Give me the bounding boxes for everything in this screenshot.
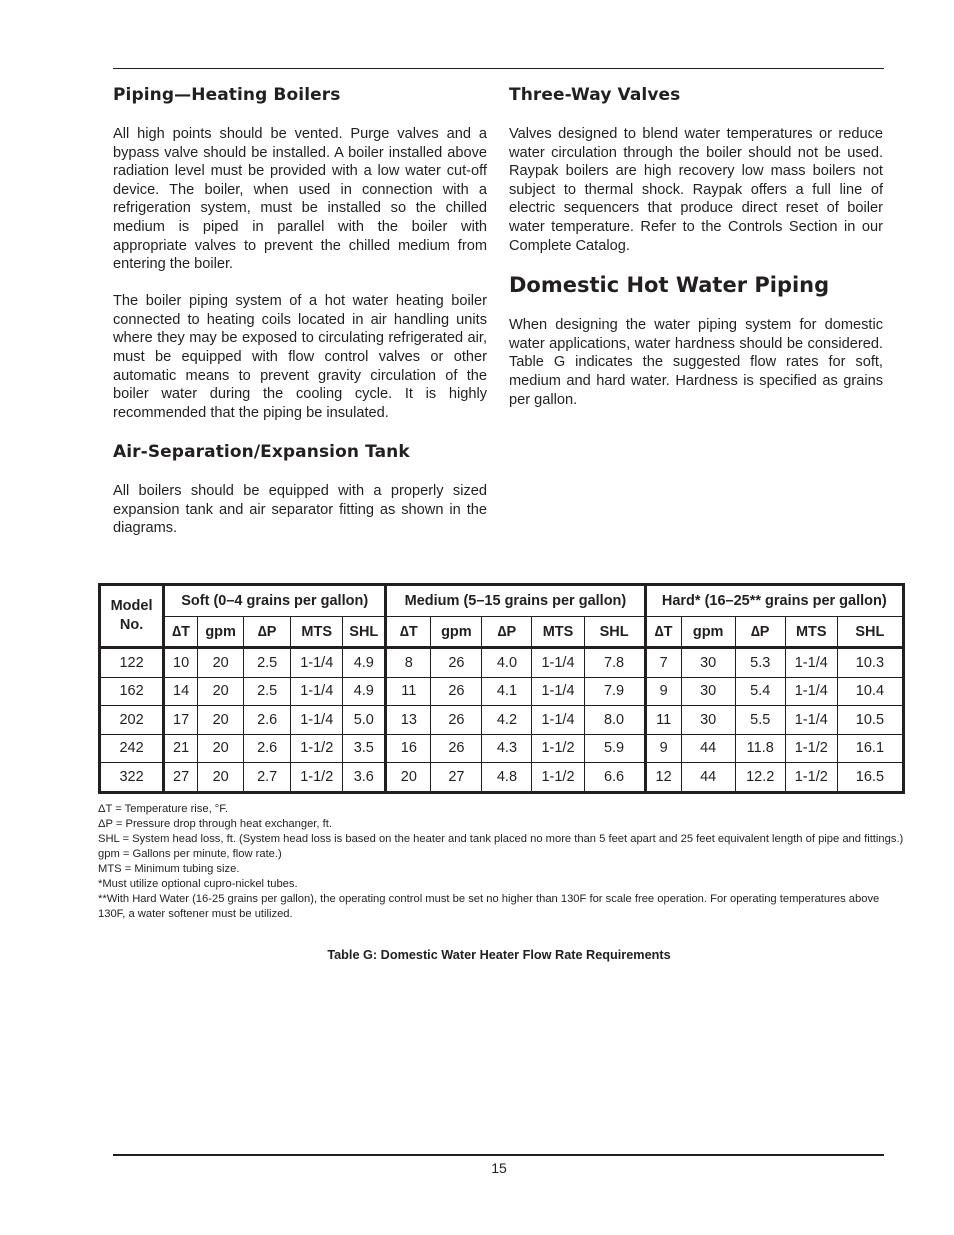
table-cell: 2.6 bbox=[244, 706, 291, 735]
table-caption: Table G: Domestic Water Heater Flow Rate Requirements bbox=[327, 948, 671, 962]
table-cell: 17 bbox=[164, 706, 198, 735]
medium-mts-header: MTS bbox=[532, 617, 584, 648]
table-cell: 4.9 bbox=[343, 648, 386, 678]
air-separation-paragraph: All boilers should be equipped with a properly sized expansion tank and air separator fitting as shown in the diagrams. bbox=[113, 482, 487, 537]
table-row bbox=[100, 763, 904, 793]
medium-dp-header: ∆P bbox=[482, 617, 532, 648]
soft-mts-header: MTS bbox=[291, 617, 343, 648]
table-cell: 9 bbox=[645, 677, 681, 706]
note-delta-t: ΔT = Temperature rise, °F. bbox=[98, 803, 228, 815]
table-cell: 27 bbox=[164, 763, 198, 793]
table-cell: 16.1 bbox=[837, 734, 903, 763]
table-cell: 20 bbox=[198, 734, 244, 763]
medium-shl-header: SHL bbox=[584, 617, 645, 648]
table-cell: 1-1/4 bbox=[532, 677, 584, 706]
piping-heading: Piping—Heating Boilers bbox=[113, 85, 341, 105]
soft-shl-header: SHL bbox=[343, 617, 386, 648]
table-cell: 1-1/4 bbox=[785, 677, 837, 706]
note-hard-water: **With Hard Water (16-25 grains per gallon), the operating control must be set no higher than 130F for scale free operation. For operating temperatures above 130F, a water softener must be utilized. bbox=[98, 893, 880, 920]
note-delta-p: ΔP = Pressure drop through heat exchanger, ft. bbox=[98, 818, 332, 830]
table-cell: 4.1 bbox=[482, 677, 532, 706]
three-way-valves-paragraph: Valves designed to blend water temperatures or reduce water circulation through the boiler should not be used. Raypak boilers are high recovery low mass boilers not subject to thermal shock. Raypak offers a full line of electric sequencers that produce direct reset of boiler water temperature. Refer to the Controls Section in our Complete Catalog. bbox=[509, 126, 883, 254]
flow-rate-table bbox=[98, 583, 905, 794]
soft-group-header: Soft (0–4 grains per gallon) bbox=[164, 585, 386, 617]
air-separation-heading: Air-Separation/Expansion Tank bbox=[113, 441, 410, 462]
table-cell: 5.9 bbox=[584, 734, 645, 763]
table-cell: 1-1/2 bbox=[532, 763, 584, 793]
hard-shl-header: SHL bbox=[837, 617, 903, 648]
table-cell: 1-1/2 bbox=[785, 763, 837, 793]
medium-dt-header: ∆T bbox=[386, 617, 431, 648]
soft-dp-header: ∆P bbox=[244, 617, 291, 648]
table-row bbox=[100, 706, 904, 735]
note-gpm: gpm = Gallons per minute, flow rate.) bbox=[98, 848, 282, 860]
table-cell: 14 bbox=[164, 677, 198, 706]
table-cell: 21 bbox=[164, 734, 198, 763]
hard-dt-header: ∆T bbox=[645, 617, 681, 648]
right-column bbox=[509, 84, 883, 409]
table-row bbox=[100, 677, 904, 706]
piping-paragraph-2: The boiler piping system of a hot water heating boiler connected to heating coils located in air handling units where they may be exposed to circulating refrigerated air, must be equipped with flow control valves or other automatic means to prevent gravity circulation of the boiler water during the cooling cycle. It is highly recommended that the piping be insulated. bbox=[113, 293, 487, 421]
table-cell: 44 bbox=[681, 763, 735, 793]
table-cell: 20 bbox=[198, 763, 244, 793]
table-cell: 4.0 bbox=[482, 648, 532, 678]
table-cell: 16.5 bbox=[837, 763, 903, 793]
soft-gpm-header: gpm bbox=[198, 617, 244, 648]
table-cell: 7 bbox=[645, 648, 681, 678]
table-cell: 26 bbox=[431, 734, 482, 763]
table-cell: 11.8 bbox=[735, 734, 785, 763]
table-cell: 20 bbox=[198, 677, 244, 706]
table-cell: 8 bbox=[386, 648, 431, 678]
table-row bbox=[100, 734, 904, 763]
table-cell: 1-1/2 bbox=[532, 734, 584, 763]
model-cell: 162 bbox=[100, 677, 164, 706]
table-cell: 10.4 bbox=[837, 677, 903, 706]
table-subheader-row bbox=[100, 617, 904, 648]
table-cell: 1-1/4 bbox=[785, 706, 837, 735]
hard-group-header: Hard* (16–25** grains per gallon) bbox=[645, 585, 903, 617]
table-cell: 2.5 bbox=[244, 648, 291, 678]
table-cell: 20 bbox=[198, 648, 244, 678]
table-body bbox=[100, 648, 904, 793]
table-cell: 11 bbox=[645, 706, 681, 735]
table-cell: 4.8 bbox=[482, 763, 532, 793]
table-cell: 8.0 bbox=[584, 706, 645, 735]
table-cell: 6.6 bbox=[584, 763, 645, 793]
domestic-hot-water-heading: Domestic Hot Water Piping bbox=[509, 273, 830, 298]
table-cell: 4.2 bbox=[482, 706, 532, 735]
model-header: Model No. bbox=[100, 585, 164, 648]
table-cell: 5.3 bbox=[735, 648, 785, 678]
table-cell: 4.3 bbox=[482, 734, 532, 763]
table-cell: 1-1/4 bbox=[291, 706, 343, 735]
table-cell: 26 bbox=[431, 648, 482, 678]
table-cell: 1-1/4 bbox=[291, 677, 343, 706]
soft-dt-header: ∆T bbox=[164, 617, 198, 648]
table-cell: 5.4 bbox=[735, 677, 785, 706]
table-notes bbox=[98, 802, 908, 922]
table-cell: 2.7 bbox=[244, 763, 291, 793]
medium-gpm-header: gpm bbox=[431, 617, 482, 648]
table-cell: 30 bbox=[681, 648, 735, 678]
left-column bbox=[113, 84, 487, 538]
table-cell: 12.2 bbox=[735, 763, 785, 793]
table-cell: 30 bbox=[681, 677, 735, 706]
top-rule bbox=[113, 68, 884, 69]
table-cell: 44 bbox=[681, 734, 735, 763]
table-cell: 26 bbox=[431, 677, 482, 706]
table-cell: 3.5 bbox=[343, 734, 386, 763]
table-cell: 10.3 bbox=[837, 648, 903, 678]
table-cell: 11 bbox=[386, 677, 431, 706]
medium-group-header: Medium (5–15 grains per gallon) bbox=[386, 585, 645, 617]
piping-paragraph-1: All high points should be vented. Purge valves and a bypass valve should be installed. A boiler installed above radiation level must be provided with a low water cut-off device. The boiler, when used in connection with a refrigeration system, must be installed so the chilled medium is piped in parallel with the boiler with appropriate valves to prevent the chilled medium from entering the boiler. bbox=[113, 126, 487, 273]
table-cell: 10.5 bbox=[837, 706, 903, 735]
table-cell: 1-1/2 bbox=[291, 763, 343, 793]
page-number: 15 bbox=[491, 1160, 507, 1176]
note-mts: MTS = Minimum tubing size. bbox=[98, 863, 240, 875]
table-cell: 1-1/4 bbox=[291, 648, 343, 678]
table-cell: 16 bbox=[386, 734, 431, 763]
table-row bbox=[100, 648, 904, 678]
three-way-valves-heading: Three-Way Valves bbox=[509, 85, 681, 105]
table-cell: 1-1/4 bbox=[785, 648, 837, 678]
model-cell: 122 bbox=[100, 648, 164, 678]
hard-gpm-header: gpm bbox=[681, 617, 735, 648]
hard-dp-header: ∆P bbox=[735, 617, 785, 648]
note-shl: SHL = System head loss, ft. (System head loss is based on the heater and tank placed no more than 5 feet apart and 25 feet equivalent length of pipe and fittings.) bbox=[98, 833, 904, 845]
bottom-rule bbox=[113, 1154, 884, 1156]
table-cell: 2.6 bbox=[244, 734, 291, 763]
table-cell: 2.5 bbox=[244, 677, 291, 706]
table-cell: 4.9 bbox=[343, 677, 386, 706]
hard-mts-header: MTS bbox=[785, 617, 837, 648]
table-cell: 12 bbox=[645, 763, 681, 793]
table-cell: 27 bbox=[431, 763, 482, 793]
table-cell: 10 bbox=[164, 648, 198, 678]
model-cell: 202 bbox=[100, 706, 164, 735]
note-cupro-nickel: *Must utilize optional cupro-nickel tubes. bbox=[98, 878, 298, 890]
table-cell: 9 bbox=[645, 734, 681, 763]
table-cell: 20 bbox=[198, 706, 244, 735]
table-cell: 5.5 bbox=[735, 706, 785, 735]
table-cell: 26 bbox=[431, 706, 482, 735]
model-cell: 322 bbox=[100, 763, 164, 793]
table-cell: 30 bbox=[681, 706, 735, 735]
table-cell: 1-1/2 bbox=[291, 734, 343, 763]
table-cell: 20 bbox=[386, 763, 431, 793]
table-cell: 7.9 bbox=[584, 677, 645, 706]
table-cell: 5.0 bbox=[343, 706, 386, 735]
model-cell: 242 bbox=[100, 734, 164, 763]
table-cell: 3.6 bbox=[343, 763, 386, 793]
table-cell: 7.8 bbox=[584, 648, 645, 678]
table-cell: 1-1/4 bbox=[532, 648, 584, 678]
domestic-hot-water-paragraph: When designing the water piping system for domestic water applications, water hardness should be considered. Table G indicates the suggested flow rates for soft, medium and hard water. Hardness is specified as grains per gallon. bbox=[509, 317, 883, 408]
table-group-header-row bbox=[100, 585, 904, 617]
table-cell: 1-1/2 bbox=[785, 734, 837, 763]
table-cell: 1-1/4 bbox=[532, 706, 584, 735]
table-cell: 13 bbox=[386, 706, 431, 735]
